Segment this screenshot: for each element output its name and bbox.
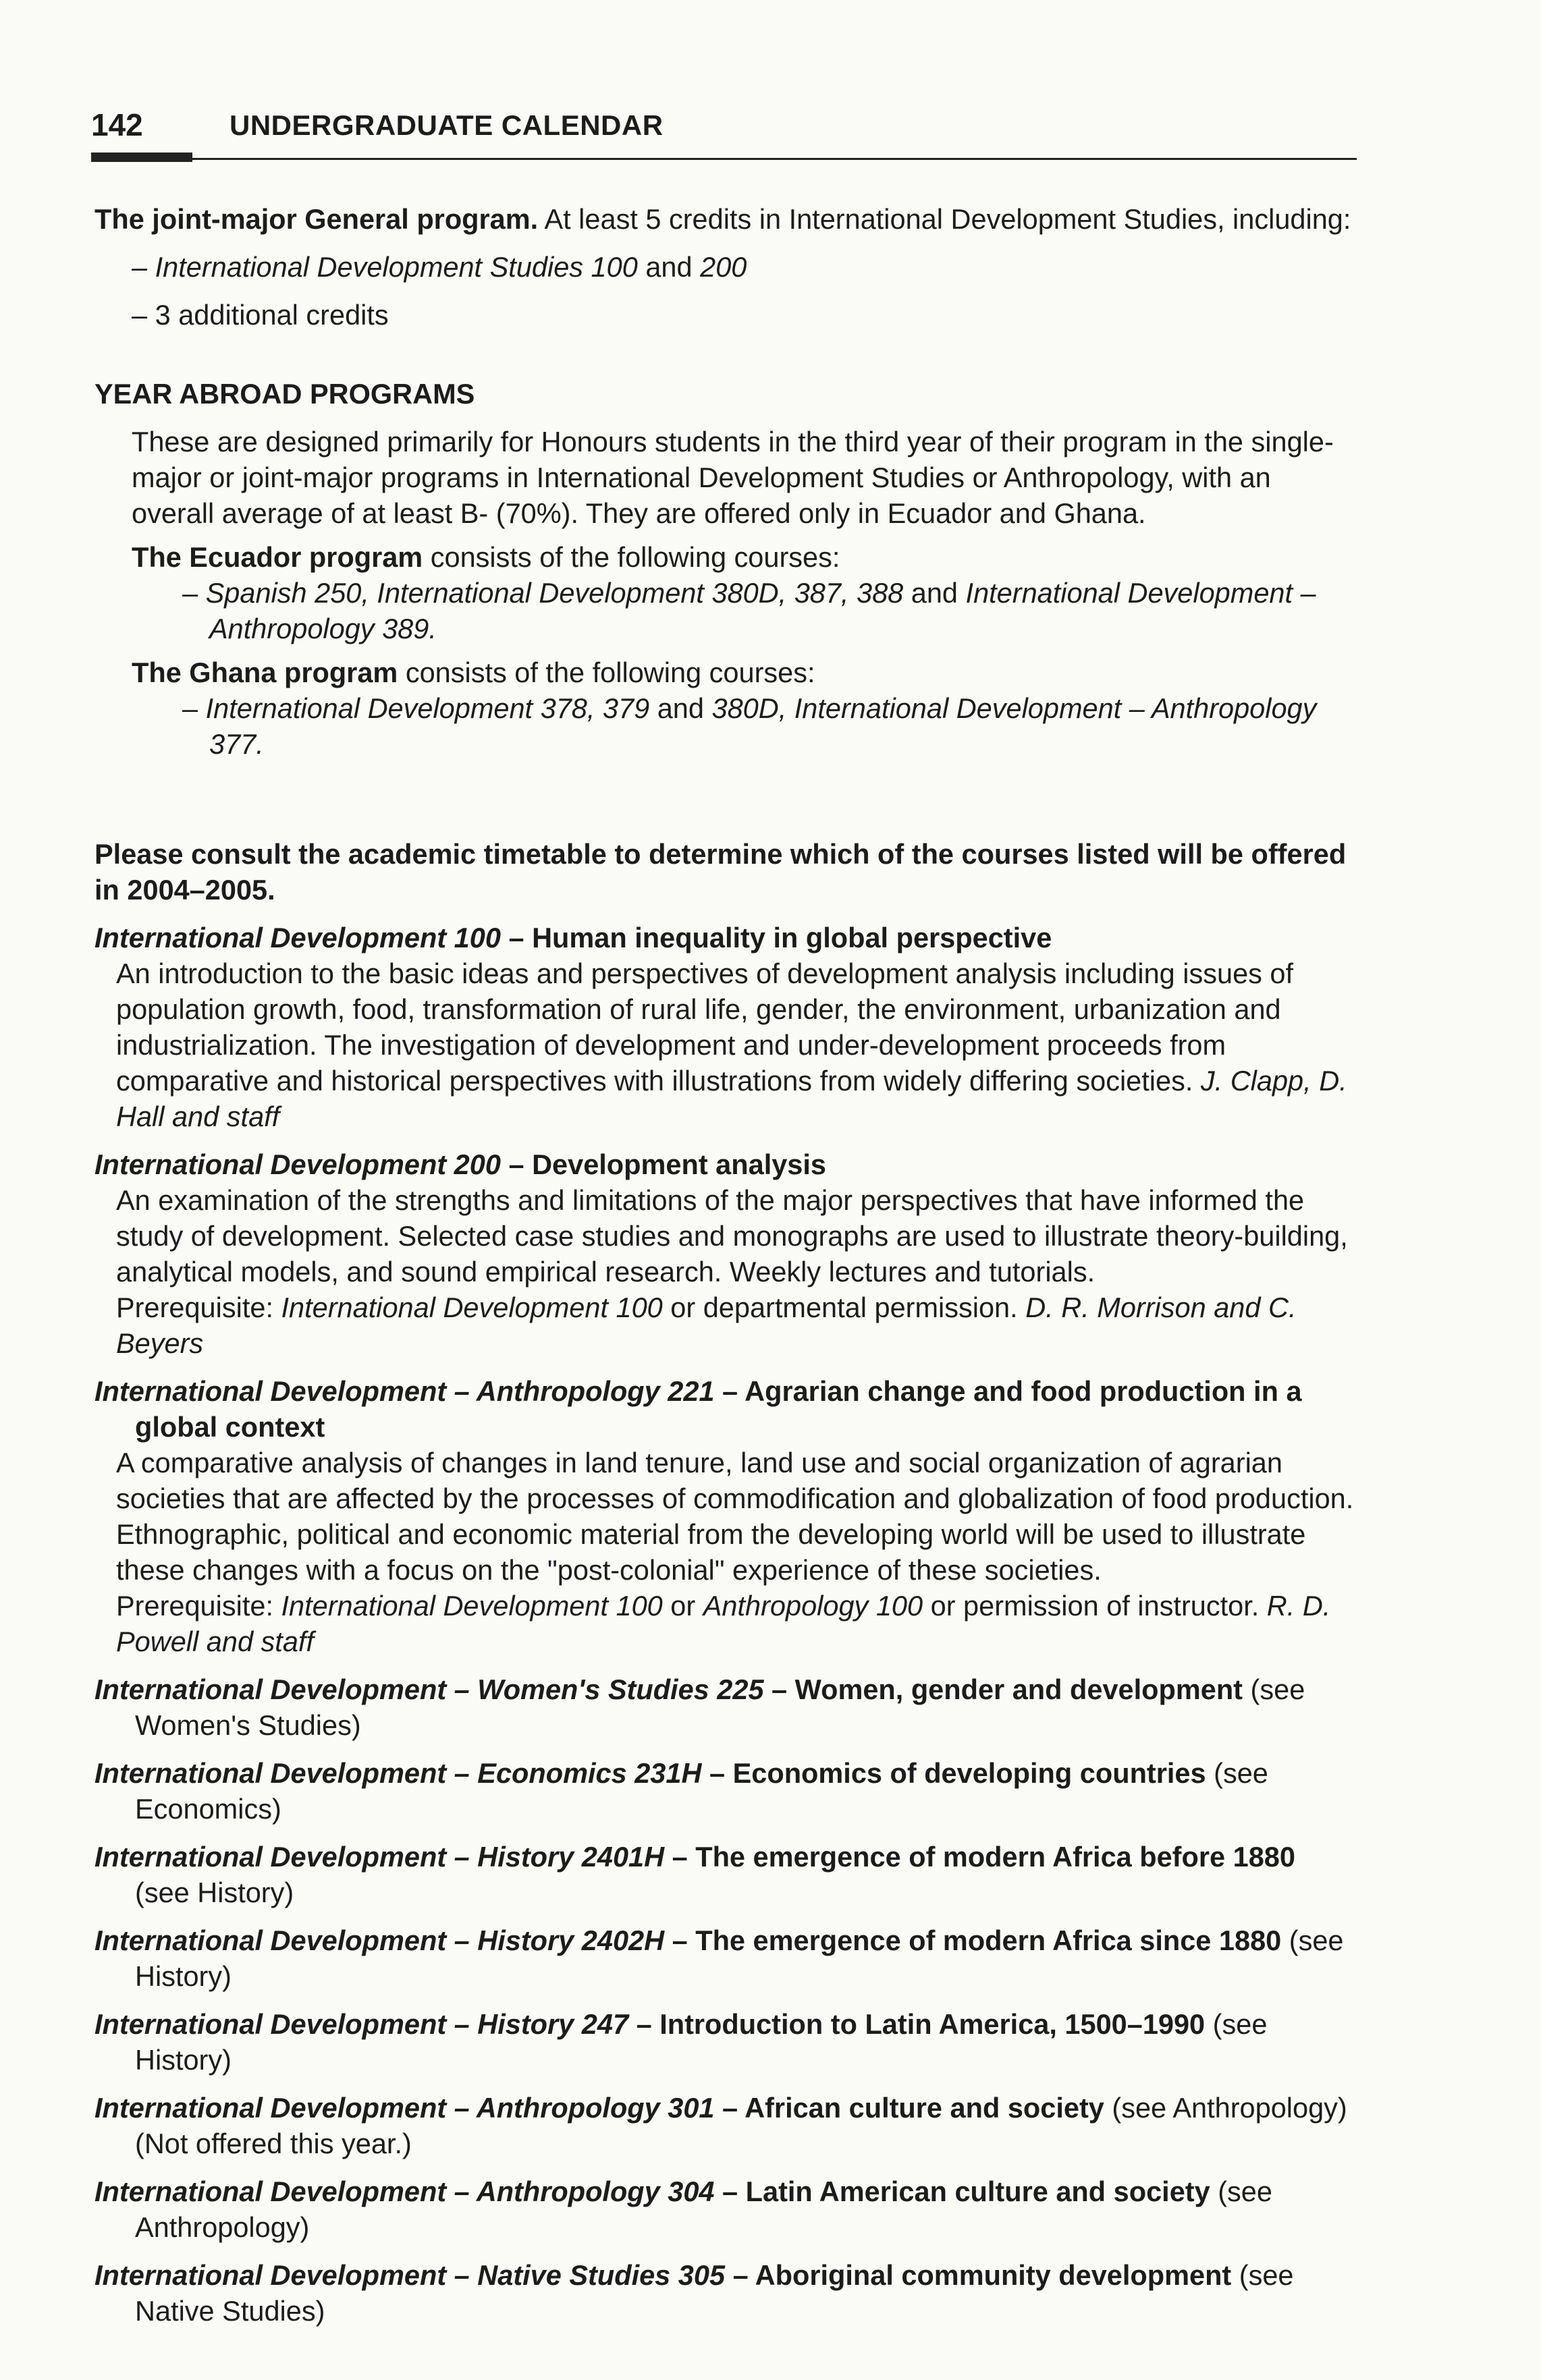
course-instructors: J. Clapp, D. Hall and staff bbox=[116, 1065, 1347, 1132]
timetable-notice: Please consult the academic timetable to determine which of the courses listed will be offered in 2004–2005. bbox=[94, 838, 1347, 906]
course-description: An introduction to the basic ideas and perspectives of development analysis including issues of population growth, food, transformation of rural life, gender, the environment, urbanization and industrialization. The investigation of development and under-development proceeds from comparative and historical perspectives with illustrations from widely differing societies. J. Clapp, D. Hall and staff bbox=[116, 958, 1347, 1132]
year-abroad-intro: These are designed primarily for Honours students in the third year of their program in the single-major or joint-major programs in International Development Studies or Anthropology, with an overall average of at least B- (70%). They are offered only in Ecuador and Ghana. bbox=[132, 426, 1334, 529]
course-title: Introduction to Latin America, 1500–1990 bbox=[659, 2008, 1206, 2040]
joint-major-paragraph bbox=[94, 201, 1357, 237]
course-title: African culture and society bbox=[745, 2092, 1104, 2124]
course-description: A comparative analysis of changes in land tenure, land use and social organization of agrarian societies that are affected by the processes of commodification and globalization of food production. Ethnographic, political and economic material from the developing world will be used to illustrate these changes with a focus on the "post-colonial" experience of these societies. bbox=[116, 1447, 1354, 1586]
course-entry bbox=[94, 1373, 1357, 1659]
course-title: Economics of developing countries bbox=[732, 1757, 1206, 1789]
course-prerequisite: Prerequisite: International Development 100 or departmental permission. D. R. Morrison and C. Beyers bbox=[116, 1292, 1297, 1359]
joint-major-heading: The joint-major General program. bbox=[94, 203, 539, 235]
course-code: International Development – History 247 bbox=[94, 2008, 629, 2040]
course-code: International Development – History 2402H bbox=[94, 1925, 665, 1956]
course-title: Agrarian change and food production in a global context bbox=[135, 1375, 1302, 1443]
course-instructors: D. R. Morrison and C. Beyers bbox=[116, 1292, 1297, 1359]
ghana-program-line: The Ghana program consists of the following courses: bbox=[132, 657, 815, 688]
course-title: The emergence of modern Africa since 1880 bbox=[695, 1925, 1282, 1956]
ghana-course-list: – International Development 378, 379 and 380D, International Development – Anthropology 377. bbox=[182, 692, 1317, 760]
header-rule-tab bbox=[91, 153, 192, 162]
course-code: International Development 200 bbox=[94, 1149, 501, 1180]
course-code: International Development – Anthropology 221 bbox=[94, 1375, 715, 1407]
joint-major-item-1: – International Development Studies 100 and 200 bbox=[132, 251, 747, 283]
joint-major-text: At least 5 credits in International Development Studies, including: bbox=[538, 203, 1351, 235]
course-title: Women, gender and development bbox=[794, 1673, 1243, 1705]
course-heading: International Development – Anthropology 221 – Agrarian change and food production in a global context bbox=[94, 1375, 1302, 1443]
cross-listed-course: International Development – Native Studies 305 – Aboriginal community development (see Native Studies) bbox=[94, 2259, 1294, 2327]
cross-listed-course: International Development – History 2402H – The emergence of modern Africa since 1880 (see History) bbox=[94, 1925, 1344, 1992]
cross-listed-course: International Development – History 2401H – The emergence of modern Africa before 1880 (see History) bbox=[94, 1841, 1295, 1908]
page-number: 142 bbox=[91, 107, 143, 142]
course-note: (see History) bbox=[135, 2008, 1268, 2076]
cross-listed-course: International Development – Anthropology 304 – Latin American culture and society (see Anthropology) bbox=[94, 2176, 1272, 2243]
course-code: International Development – Economics 231H bbox=[94, 1757, 702, 1789]
course-instructors: R. D. Powell and staff bbox=[116, 1590, 1331, 1657]
course-code: International Development 100 bbox=[94, 922, 501, 953]
ecuador-program bbox=[94, 539, 1357, 646]
course-code: International Development – Anthropology 301 bbox=[94, 2092, 715, 2124]
course-title: The emergence of modern Africa before 1880 bbox=[695, 1841, 1295, 1873]
joint-major-item-2: – 3 additional credits bbox=[132, 299, 389, 331]
cross-listed-course: International Development – Women's Studies 225 – Women, gender and development (see Women's Studies) bbox=[94, 1673, 1305, 1741]
course-description: An examination of the strengths and limitations of the major perspectives that have informed the study of development. Selected case studies and monographs are used to illustrate theory-building, analytical models, and sound empirical research. Weekly lectures and tutorials. bbox=[116, 1184, 1348, 1288]
year-abroad-heading: YEAR ABROAD PROGRAMS bbox=[94, 378, 475, 410]
course-note: (see Native Studies) bbox=[135, 2259, 1294, 2327]
course-note: (see Anthropology) bbox=[135, 2176, 1272, 2243]
header-rule bbox=[91, 158, 1357, 160]
course-note: (see History) bbox=[135, 1925, 1344, 1992]
course-code: International Development – History 2401H bbox=[94, 1841, 665, 1873]
page-header bbox=[91, 107, 1357, 146]
course-note: (see Anthropology) (Not offered this year.) bbox=[135, 2092, 1347, 2159]
course-prerequisite: Prerequisite: International Development 100 or Anthropology 100 or permission of instructor. R. D. Powell and staff bbox=[116, 1590, 1331, 1657]
running-title: UNDERGRADUATE CALENDAR bbox=[229, 109, 664, 141]
course-heading: International Development 100 – Human inequality in global perspective bbox=[94, 922, 1052, 953]
course-title: Development analysis bbox=[532, 1149, 826, 1180]
ecuador-program-label: The Ecuador program bbox=[132, 541, 423, 573]
course-code: International Development – Anthropology 304 bbox=[94, 2176, 715, 2207]
ecuador-program-line: The Ecuador program consists of the following courses: bbox=[132, 541, 840, 573]
course-title: Aboriginal community development bbox=[755, 2259, 1232, 2291]
course-title: Latin American culture and society bbox=[745, 2176, 1210, 2207]
course-code: International Development – Women's Studies 225 bbox=[94, 1673, 764, 1705]
course-entry bbox=[94, 920, 1357, 1134]
course-note: (see History) bbox=[135, 1877, 294, 1908]
course-title: Human inequality in global perspective bbox=[532, 922, 1052, 953]
course-heading: International Development 200 – Development analysis bbox=[94, 1149, 826, 1180]
cross-listed-course: International Development – Anthropology 301 – African culture and society (see Anthropology) (Not offered this year.) bbox=[94, 2092, 1347, 2159]
cross-listed-course: International Development – Economics 231H – Economics of developing countries (see Economics) bbox=[94, 1757, 1268, 1825]
course-code: International Development – Native Studies 305 bbox=[94, 2259, 726, 2291]
course-note: (see Women's Studies) bbox=[135, 1673, 1305, 1741]
course-entry bbox=[94, 1146, 1357, 1361]
ghana-program bbox=[94, 655, 1357, 762]
course-note: (see Economics) bbox=[135, 1757, 1268, 1825]
ghana-program-label: The Ghana program bbox=[132, 657, 398, 688]
page-content bbox=[94, 201, 1357, 2329]
cross-listed-course: International Development – History 247 – Introduction to Latin America, 1500–1990 (see History) bbox=[94, 2008, 1268, 2076]
ecuador-course-list: – Spanish 250, International Development 380D, 387, 388 and International Development – Anthropology 389. bbox=[182, 577, 1316, 644]
